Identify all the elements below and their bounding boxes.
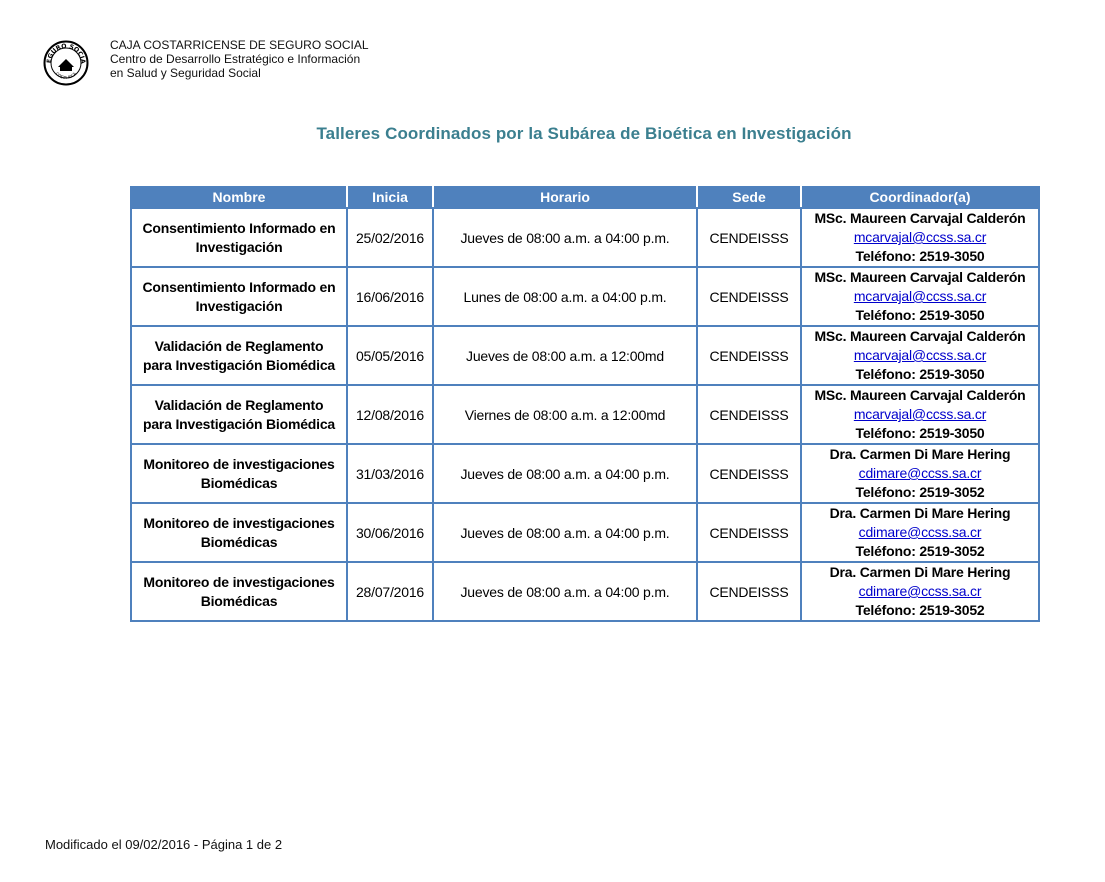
coordinator-phone: Teléfono: 2519-3050 <box>855 425 985 441</box>
cell-coordinator <box>801 444 1039 503</box>
cell-schedule: Lunes de 08:00 a.m. a 04:00 p.m. <box>433 267 697 326</box>
cell-schedule: Jueves de 08:00 a.m. a 04:00 p.m. <box>433 503 697 562</box>
coordinator-email-link[interactable]: mcarvajal@ccss.sa.cr <box>853 229 987 245</box>
cell-venue: CENDEISSS <box>697 385 801 444</box>
cell-coordinator <box>801 326 1039 385</box>
organization-header <box>110 38 369 80</box>
table-row <box>131 385 1039 444</box>
page-footer: Modificado el 09/02/2016 - Página 1 de 2 <box>45 837 283 852</box>
coordinator-name: Dra. Carmen Di Mare Hering <box>829 564 1011 580</box>
cell-name: Monitoreo de investigaciones Biomédicas <box>131 444 347 503</box>
cell-name: Consentimiento Informado en Investigación <box>131 267 347 326</box>
cell-start-date: 31/03/2016 <box>347 444 433 503</box>
coordinator-name: Dra. Carmen Di Mare Hering <box>829 446 1011 462</box>
table-header-row <box>131 187 1039 208</box>
coordinator-phone: Teléfono: 2519-3050 <box>855 248 985 264</box>
logo-text-bottom: COSTA RICA <box>54 71 78 81</box>
seguro-social-seal-icon <box>43 40 89 86</box>
cell-start-date: 05/05/2016 <box>347 326 433 385</box>
coordinator-name: MSc. Maureen Carvajal Calderón <box>814 387 1026 403</box>
coordinator-phone: Teléfono: 2519-3052 <box>855 484 985 500</box>
cell-schedule: Viernes de 08:00 a.m. a 12:00md <box>433 385 697 444</box>
coordinator-phone: Teléfono: 2519-3052 <box>855 602 985 618</box>
cell-start-date: 25/02/2016 <box>347 208 433 267</box>
coordinator-name: Dra. Carmen Di Mare Hering <box>829 505 1011 521</box>
table-row <box>131 444 1039 503</box>
col-header-inicia: Inicia <box>347 187 433 208</box>
cell-start-date: 12/08/2016 <box>347 385 433 444</box>
cell-schedule: Jueves de 08:00 a.m. a 04:00 p.m. <box>433 208 697 267</box>
table-row <box>131 562 1039 621</box>
cell-coordinator <box>801 562 1039 621</box>
cell-coordinator <box>801 267 1039 326</box>
cell-name: Monitoreo de investigaciones Biomédicas <box>131 562 347 621</box>
col-header-sede: Sede <box>697 187 801 208</box>
cell-schedule: Jueves de 08:00 a.m. a 04:00 p.m. <box>433 562 697 621</box>
coordinator-email-link[interactable]: cdimare@ccss.sa.cr <box>858 583 982 599</box>
cell-name: Consentimiento Informado en Investigación <box>131 208 347 267</box>
cell-start-date: 16/06/2016 <box>347 267 433 326</box>
cell-venue: CENDEISSS <box>697 503 801 562</box>
cell-name: Validación de Reglamento para Investigación Biomédica <box>131 326 347 385</box>
cell-coordinator <box>801 385 1039 444</box>
coordinator-email-link[interactable]: mcarvajal@ccss.sa.cr <box>853 406 987 422</box>
cell-venue: CENDEISSS <box>697 208 801 267</box>
org-department-cont: en Salud y Seguridad Social <box>110 66 261 80</box>
coordinator-email-link[interactable]: mcarvajal@ccss.sa.cr <box>853 347 987 363</box>
cell-coordinator <box>801 208 1039 267</box>
coordinator-phone: Teléfono: 2519-3052 <box>855 543 985 559</box>
cell-name: Monitoreo de investigaciones Biomédicas <box>131 503 347 562</box>
org-department: Centro de Desarrollo Estratégico e Información <box>110 52 361 66</box>
col-header-coordinador: Coordinador(a) <box>801 187 1039 208</box>
coordinator-name: MSc. Maureen Carvajal Calderón <box>814 328 1026 344</box>
cell-name: Validación de Reglamento para Investigación Biomédica <box>131 385 347 444</box>
coordinator-phone: Teléfono: 2519-3050 <box>855 307 985 323</box>
col-header-horario: Horario <box>433 187 697 208</box>
coordinator-phone: Teléfono: 2519-3050 <box>855 366 985 382</box>
cell-coordinator <box>801 503 1039 562</box>
cell-venue: CENDEISSS <box>697 326 801 385</box>
table-row <box>131 208 1039 267</box>
courses-table <box>130 186 1040 622</box>
cell-venue: CENDEISSS <box>697 444 801 503</box>
org-name: CAJA COSTARRICENSE DE SEGURO SOCIAL <box>110 38 369 52</box>
coordinator-email-link[interactable]: cdimare@ccss.sa.cr <box>858 524 982 540</box>
table-row <box>131 503 1039 562</box>
cell-start-date: 30/06/2016 <box>347 503 433 562</box>
table-row <box>131 267 1039 326</box>
col-header-nombre: Nombre <box>131 187 347 208</box>
cell-start-date: 28/07/2016 <box>347 562 433 621</box>
cell-venue: CENDEISSS <box>697 562 801 621</box>
cell-schedule: Jueves de 08:00 a.m. a 04:00 p.m. <box>433 444 697 503</box>
cell-venue: CENDEISSS <box>697 267 801 326</box>
coordinator-email-link[interactable]: mcarvajal@ccss.sa.cr <box>853 288 987 304</box>
page-title: Talleres Coordinados por la Subárea de Bioética en Investigación <box>316 124 852 143</box>
coordinator-name: MSc. Maureen Carvajal Calderón <box>814 269 1026 285</box>
logo-text-top: EGURO SOCIA <box>45 42 87 65</box>
svg-text:COSTA RICA <box>55 71 78 80</box>
coordinator-name: MSc. Maureen Carvajal Calderón <box>814 210 1026 226</box>
table-row <box>131 326 1039 385</box>
cell-schedule: Jueves de 08:00 a.m. a 12:00md <box>433 326 697 385</box>
coordinator-email-link[interactable]: cdimare@ccss.sa.cr <box>858 465 982 481</box>
